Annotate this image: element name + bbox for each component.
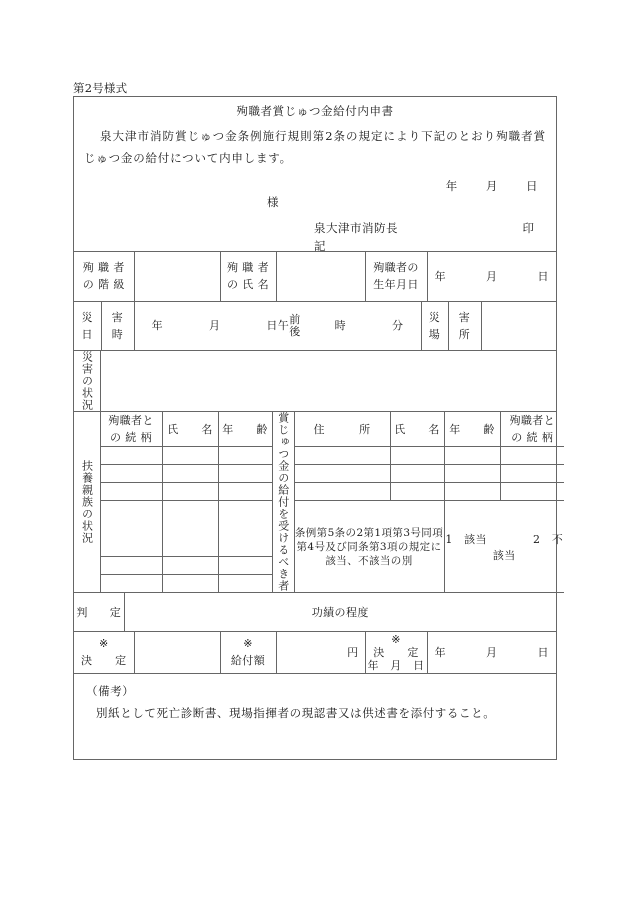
label-decision-date-mark: ※ bbox=[391, 632, 401, 646]
header-beneficiary-relation-l2: の 続 柄 bbox=[511, 431, 554, 444]
header-dependent-relation-l2: の 続 柄 bbox=[110, 431, 152, 444]
issuer-name: 泉大津市消防長 bbox=[314, 221, 398, 235]
field-rank-value[interactable] bbox=[134, 252, 220, 301]
label-birthdate bbox=[365, 252, 427, 301]
condition-clause-text: 条例第5条の2第1項第3号同項第4号及び同条第3項の規定に該当、不該当の別 bbox=[294, 501, 444, 593]
table-dependents-and-beneficiaries bbox=[74, 412, 564, 593]
cell-dependent-relation[interactable] bbox=[100, 575, 162, 593]
submission-date-year: 年 bbox=[445, 179, 458, 193]
disaster-pm-label: 後 bbox=[289, 324, 301, 338]
table-decision bbox=[74, 632, 556, 675]
disaster-month-label: 月 bbox=[208, 318, 221, 332]
label-name-line1: 殉 職 者 bbox=[227, 261, 269, 275]
cell-beneficiary-age[interactable] bbox=[444, 447, 500, 465]
disaster-year-label: 年 bbox=[151, 318, 163, 332]
remarks-heading: （備考） bbox=[86, 684, 135, 698]
label-disaster-place-2a: 場 bbox=[428, 327, 441, 341]
ki-marker: 記 bbox=[314, 239, 326, 253]
cell-dependent-relation[interactable] bbox=[100, 483, 162, 501]
cell-dependent-name[interactable] bbox=[162, 575, 218, 593]
label-judgement bbox=[74, 593, 124, 631]
addressee-honorific: 様 bbox=[267, 195, 279, 209]
label-disaster-datetime-1a: 災 bbox=[81, 310, 93, 324]
label-disaster-place-2b: 所 bbox=[458, 327, 471, 341]
label-disaster-place-col2 bbox=[448, 302, 481, 351]
cell-dependent-name[interactable] bbox=[162, 447, 218, 465]
decision-day-label: 日 bbox=[537, 646, 549, 660]
cell-dependent-age[interactable] bbox=[218, 447, 272, 465]
header-dependent-name: 氏 名 bbox=[162, 412, 218, 447]
cell-dependent-age[interactable] bbox=[218, 483, 272, 501]
header-beneficiary-name: 氏 名 bbox=[390, 412, 444, 447]
field-decision-date-value[interactable] bbox=[427, 632, 556, 674]
table-row bbox=[74, 632, 556, 674]
table-disaster-datetime-place bbox=[74, 302, 556, 352]
condition-options[interactable] bbox=[444, 501, 564, 593]
header-beneficiary-relation-l1: 殉職者と bbox=[509, 414, 556, 427]
field-decision-value[interactable] bbox=[134, 632, 220, 674]
disaster-minute-label: 分 bbox=[392, 318, 404, 332]
label-disaster-datetime-2a: 日 bbox=[81, 327, 93, 341]
header-dependent-relation bbox=[100, 412, 162, 447]
label-merit-degree: 功績の程度 bbox=[311, 605, 369, 619]
label-decision-date-l2: 決 定 bbox=[373, 645, 419, 659]
disaster-hour-label: 時 bbox=[334, 318, 347, 332]
label-birth-line2: 生年月日 bbox=[373, 278, 419, 292]
cell-beneficiary-age[interactable] bbox=[444, 483, 500, 501]
header-beneficiary-address: 住 所 bbox=[294, 412, 390, 447]
field-amount-value[interactable] bbox=[276, 632, 365, 674]
table-row bbox=[74, 483, 564, 501]
cell-dependent-age[interactable] bbox=[218, 557, 272, 575]
label-disaster-datetime-col2 bbox=[101, 302, 134, 351]
cell-dependent-age[interactable] bbox=[218, 575, 272, 593]
submission-date bbox=[446, 178, 538, 194]
decision-month-label: 月 bbox=[486, 646, 498, 660]
cell-beneficiary-relation[interactable] bbox=[500, 483, 564, 501]
label-amount-text: 給付額 bbox=[230, 654, 266, 668]
label-disaster-datetime-col1 bbox=[74, 302, 101, 351]
header-dependent-relation-l1: 殉職者と bbox=[108, 414, 154, 427]
header-beneficiary-age: 年 齢 bbox=[444, 412, 500, 447]
label-disaster-datetime-2b: 時 bbox=[111, 327, 124, 341]
table-row bbox=[74, 412, 564, 447]
remarks-block bbox=[74, 674, 556, 759]
table-row bbox=[74, 501, 564, 557]
label-dependents-status bbox=[74, 412, 100, 593]
field-merit-degree[interactable] bbox=[124, 593, 556, 631]
remarks-text: 別紙として死亡診断書、現場指揮者の現認書又は供述書を添付すること。 bbox=[96, 706, 496, 720]
label-beneficiary-vertical-text: 賞じゅつ金の給付を受けるべき者 bbox=[276, 412, 290, 592]
label-disaster-situation bbox=[74, 351, 100, 412]
label-decision-mark: ※ bbox=[98, 637, 109, 651]
label-disaster-datetime-1b: 害 bbox=[111, 310, 124, 324]
page-title: 殉職者賞じゅつ金給付内申書 bbox=[236, 104, 394, 118]
label-deceased-name bbox=[220, 252, 276, 301]
field-birthdate-value[interactable] bbox=[427, 252, 556, 301]
table-row bbox=[74, 593, 556, 631]
form-number: 第2号様式 bbox=[73, 81, 128, 95]
header-block bbox=[74, 97, 556, 252]
label-decision-text: 決 定 bbox=[80, 654, 127, 668]
cell-beneficiary-name[interactable] bbox=[390, 447, 444, 465]
label-judgement-a: 判 bbox=[76, 605, 88, 619]
label-birth-line1: 殉職者の bbox=[373, 261, 419, 275]
label-rank bbox=[74, 252, 134, 301]
label-disaster-place-1b: 害 bbox=[458, 310, 471, 324]
disaster-day-label: 日午 bbox=[266, 318, 290, 332]
label-judgement-b: 定 bbox=[109, 605, 122, 619]
submission-date-day: 日 bbox=[526, 179, 538, 193]
cell-dependent-relation[interactable] bbox=[100, 501, 162, 557]
label-rank-line1: 殉 職 者 bbox=[82, 261, 125, 275]
cell-dependent-name[interactable] bbox=[162, 501, 218, 557]
label-name-line2: の 氏 名 bbox=[227, 278, 269, 292]
intro-paragraph: 泉大津市消防賞じゅつ金条例施行規則第2条の規定により下記のとおり殉職者賞じゅつ金の給付について内申します。 bbox=[84, 129, 546, 165]
table-row bbox=[74, 447, 564, 465]
cell-beneficiary-relation[interactable] bbox=[500, 447, 564, 465]
disaster-am-label: 前 bbox=[289, 312, 301, 326]
seal-icon: 印 bbox=[522, 221, 534, 235]
cell-dependent-age[interactable] bbox=[218, 465, 272, 483]
label-decision-date-l3: 年 月 日 bbox=[367, 658, 425, 672]
table-row bbox=[74, 465, 564, 483]
cell-beneficiary-relation[interactable] bbox=[500, 465, 564, 483]
label-amount-mark: ※ bbox=[243, 637, 253, 651]
cell-beneficiary-address[interactable] bbox=[294, 465, 390, 483]
table-row bbox=[74, 252, 556, 301]
table-row bbox=[74, 351, 556, 412]
cell-dependent-relation[interactable] bbox=[100, 465, 162, 483]
label-beneficiary-vertical bbox=[272, 412, 294, 593]
cell-beneficiary-name[interactable] bbox=[390, 465, 444, 483]
cell-dependent-name[interactable] bbox=[162, 557, 218, 575]
cell-beneficiary-name[interactable] bbox=[390, 483, 444, 501]
label-rank-line2: の 階 級 bbox=[82, 278, 125, 292]
cell-dependent-age[interactable] bbox=[218, 501, 272, 557]
header-dependent-age: 年 齢 bbox=[218, 412, 272, 447]
condition-option-2[interactable]: 2 不該当 bbox=[492, 532, 564, 562]
cell-beneficiary-address[interactable] bbox=[294, 483, 390, 501]
cell-beneficiary-address[interactable] bbox=[294, 447, 390, 465]
table-disaster-situation bbox=[74, 351, 556, 412]
table-rank-name-birth bbox=[74, 252, 556, 302]
form-frame bbox=[73, 96, 564, 760]
label-amount bbox=[220, 632, 276, 674]
header-beneficiary-relation bbox=[500, 412, 564, 447]
label-disaster-place-col1 bbox=[421, 302, 448, 351]
label-dependents-status-text: 扶養親族の状況 bbox=[80, 460, 94, 544]
field-disaster-place-value[interactable] bbox=[481, 302, 556, 351]
label-disaster-situation-text: 災害の状況 bbox=[80, 351, 94, 411]
cell-dependent-name[interactable] bbox=[162, 465, 218, 483]
submission-date-month: 月 bbox=[485, 179, 498, 193]
cell-dependent-relation[interactable] bbox=[100, 557, 162, 575]
cell-beneficiary-age[interactable] bbox=[444, 465, 500, 483]
table-judgement bbox=[74, 593, 556, 632]
birth-year-label: 年 bbox=[434, 270, 447, 284]
decision-year-label: 年 bbox=[434, 646, 447, 660]
field-disaster-situation-value[interactable] bbox=[100, 351, 556, 412]
field-deceased-name-value[interactable] bbox=[276, 252, 365, 301]
label-decision bbox=[74, 632, 134, 674]
label-decision-date bbox=[365, 632, 427, 674]
birth-month-label: 月 bbox=[486, 270, 498, 284]
field-disaster-datetime-value[interactable] bbox=[134, 302, 421, 351]
cell-dependent-relation[interactable] bbox=[100, 447, 162, 465]
table-row bbox=[74, 302, 556, 351]
cell-dependent-name[interactable] bbox=[162, 483, 218, 501]
birth-day-label: 日 bbox=[537, 270, 549, 284]
label-disaster-place-1a: 災 bbox=[428, 310, 441, 324]
currency-unit: 円 bbox=[347, 646, 359, 660]
condition-option-1[interactable]: 1 該当 bbox=[445, 532, 487, 546]
